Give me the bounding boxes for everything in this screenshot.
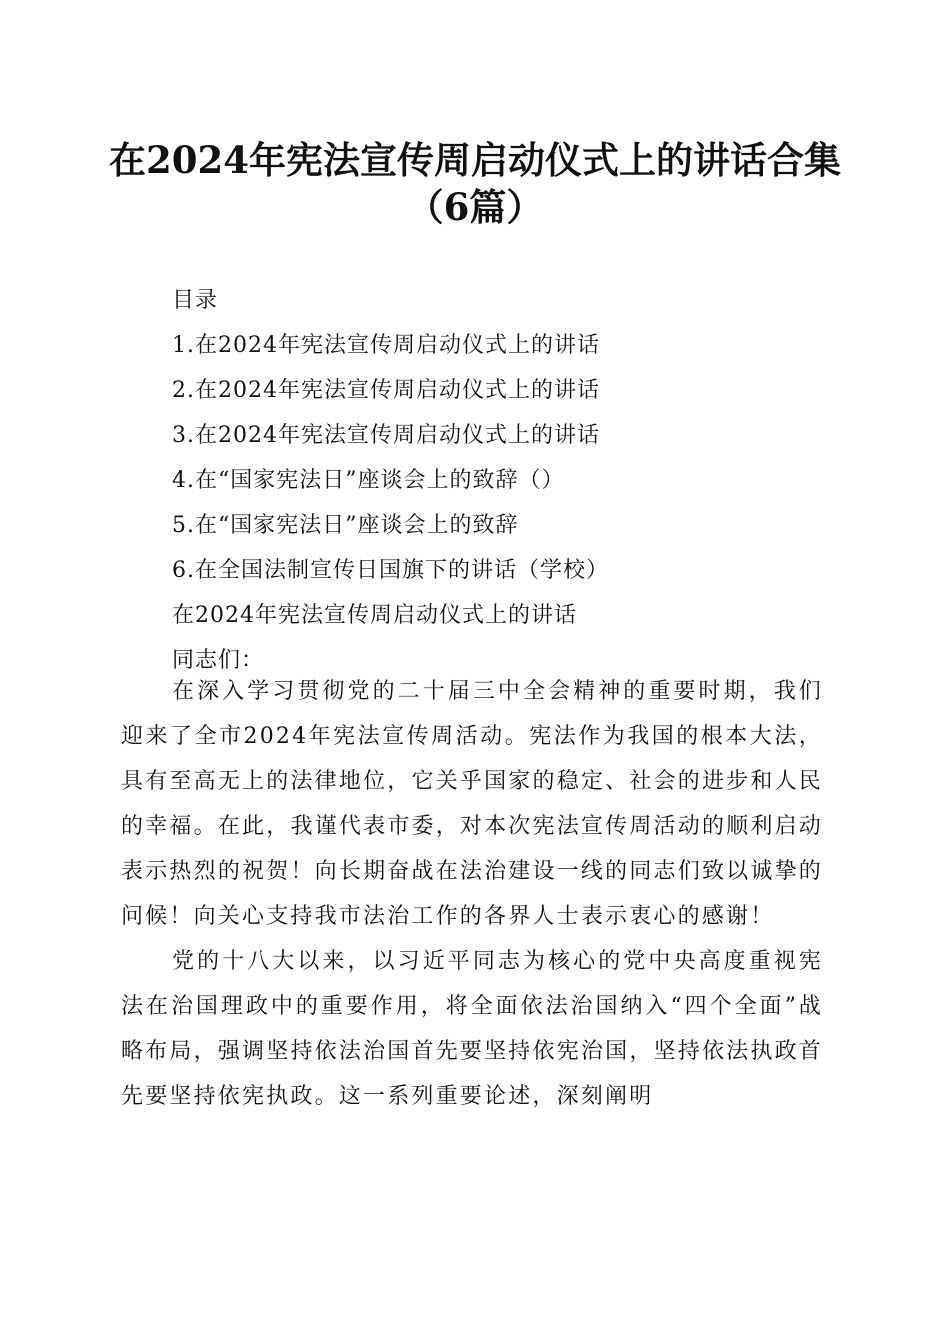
salutation: 同志们：	[172, 648, 265, 673]
toc-item: 4.在“国家宪法日”座谈会上的致辞（）	[172, 468, 565, 493]
toc-item: 2.在2024年宪法宣传周启动仪式上的讲话	[172, 378, 600, 403]
body-paragraph: 党的十八大以来，以习近平同志为核心的党中央高度重视宪法在治国理政中的重要作用，将全面依法治国纳入“四个全面”战略布局，强调坚持依法治国首先要坚持依宪治国，坚持依法执政首先要坚持依宪执政。这一系列重要论述，深刻阐明	[121, 949, 823, 1109]
table-of-contents	[172, 278, 609, 683]
document-title-count: （6篇）	[406, 185, 544, 229]
toc-item: 6.在全国法制宣传日国旗下的讲话（学校）	[172, 558, 609, 583]
toc-item: 3.在2024年宪法宣传周启动仪式上的讲话	[172, 423, 600, 448]
body-paragraph: 在深入学习贯彻党的二十届三中全会精神的重要时期，我们迎来了全市2024年宪法宣传周活动。宪法作为我国的根本大法，具有至高无上的法律地位，它关乎国家的稳定、社会的进步和人民的幸福。在此，我谨代表市委，对本次宪法宣传周活动的顺利启动表示热烈的祝贺！向长期奋战在法治建设一线的同志们致以诚挚的问候！向关心支持我市法治工作的各界人士表示衷心的感谢！	[121, 679, 823, 929]
speech-title: 在2024年宪法宣传周启动仪式上的讲话	[172, 603, 577, 628]
toc-item: 5.在“国家宪法日”座谈会上的致辞	[172, 513, 519, 538]
toc-item: 1.在2024年宪法宣传周启动仪式上的讲话	[172, 333, 600, 358]
speech-body	[121, 669, 823, 1119]
toc-heading: 目录	[172, 288, 219, 313]
document-title: 在2024年宪法宣传周启动仪式上的讲话合集	[109, 138, 841, 182]
